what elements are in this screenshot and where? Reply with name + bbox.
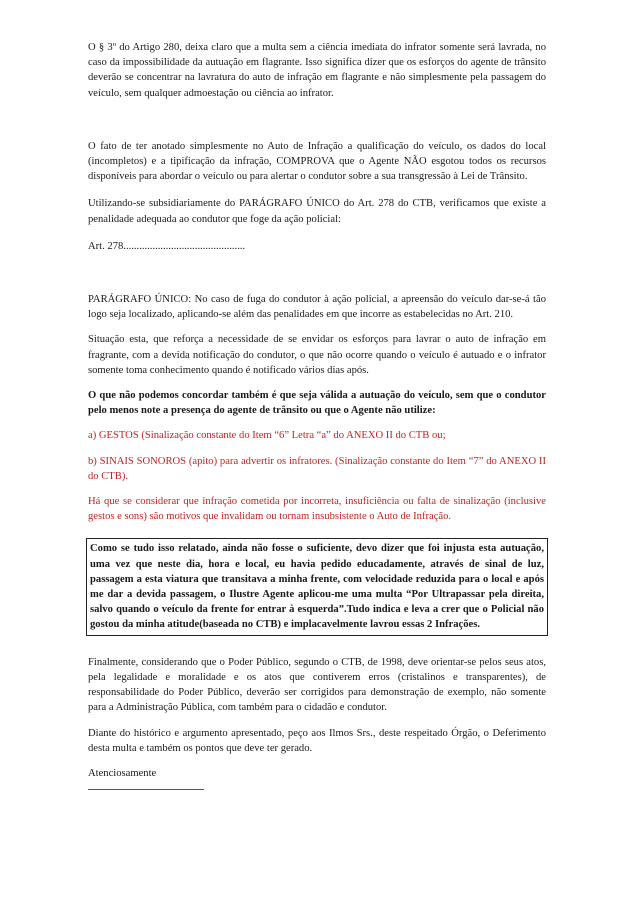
paragraph-art-278: Art. 278.............................................. — [88, 240, 246, 252]
paragraph-paragrafo-unico: PARÁGRAFO ÚNICO: No caso de fuga do condutor à ação policial, a apreensão do veículo dar-se-á tão logo seja localizado, aplicando-se além das penalidades em que incorre as estabelecidas no Art. 210. — [88, 294, 546, 321]
paragraph-deferimento: Diante do histórico e argumento apresentado, peço aos Ilmos Srs., deste respeitado Órgão, o Deferimento desta multa e também os pontos que deve ter gerado. — [88, 727, 546, 754]
signature-line — [88, 789, 204, 790]
paragraph-auto-infracao: O fato de ter anotado simplesmente no Auto de Infração a qualificação do veículo, os dados do local (incompletos) e a tipificação da infração, COMPROVA que o Agente NÃO esgotou todos os recursos disponíveis para abordar o veículo ou para alertar o condutor sobre a sua transgressão à Lei de Trânsito. — [88, 140, 546, 183]
closing-atenciosamente: Atenciosamente — [88, 767, 157, 779]
paragraph-sinais-sonoros: b) SINAIS SONOROS (apito) para advertir os infratores. (Sinalização constante do Item “7” do ANEXO II do CTB). — [88, 455, 546, 482]
paragraph-situacao: Situação esta, que reforça a necessidade de se envidar os esforços para lavrar o auto de infração em fragrante, com a devida notificação do condutor, o que não ocorre quando o veículo é autuado e o infrator somente toma conhecimento quando é notificado vários dias após. — [88, 334, 546, 376]
boxed-statement — [86, 538, 548, 635]
paragraph-nao-concordar: O que não podemos concordar também é que seja válida a autuação do veículo, sem que o condutor pelo menos note a presença do agente de trânsito ou que o Agente não utilize: — [88, 390, 546, 417]
paragraph-paragrafo-unico-intro: Utilizando-se subsidiariamente do PARÁGRAFO ÚNICO do Art. 278 do CTB, verificamos que existe a penalidade adequada ao condutor que foge da ação policial: — [88, 198, 546, 225]
paragraph-injusta-autuacao: Como se tudo isso relatado, ainda não fosse o suficiente, devo dizer que foi injusta esta autuação, uma vez que neste dia, hora e local, eu havia pedido educadamente, através de sinal de luz, passagem a esta viatura que transitava a minha frente, com velocidade reduzida para o local e após me dar a devida passagem, o Ilustre Agente aplicou-me uma multa “Por Ultrapassar pela direita, salvo quando o veículo da frente for entrar à esquerda”.Tudo indica e leva a crer que o Policial não gostou da minha atitude(baseada no CTB) e implacavelmente lavrou essas 2 Infrações. — [90, 543, 544, 631]
paragraph-finalmente: Finalmente, considerando que o Poder Público, segundo o CTB, de 1998, deve orientar-se pelos seus atos, pela legalidade e moralidade e os atos que contiverem erros (cristalinos e transparentes), de responsabilidade do Poder Público, deverão ser corrigidos para demonstração de exemplo, não somente para a Administração Pública, com também para o cidadão e condutor. — [88, 656, 546, 714]
paragraph-sinalizacao: Há que se considerar que infração cometida por incorreta, insuficiência ou falta de sinalização (inclusive gestos e sons) são motivos que invalidam ou tornam insubsistente o Auto de Infração. — [88, 496, 546, 523]
paragraph-article-280: O § 3º do Artigo 280, deixa claro que a multa sem a ciência imediata do infrator somente será lavrada, no caso da impossibilidade da autuação em flagrante. Isso significa dizer que os esforços do agente de trânsito deverão se concentrar na lavratura do auto de infração em flagrante e não simplesmente pela passagem do veículo, sem qualquer admoestação ou ciência ao infrator. — [88, 42, 546, 99]
paragraph-gestos: a) GESTOS (Sinalização constante do Item “6” Letra “a” do ANEXO II do CTB ou; — [88, 430, 446, 442]
